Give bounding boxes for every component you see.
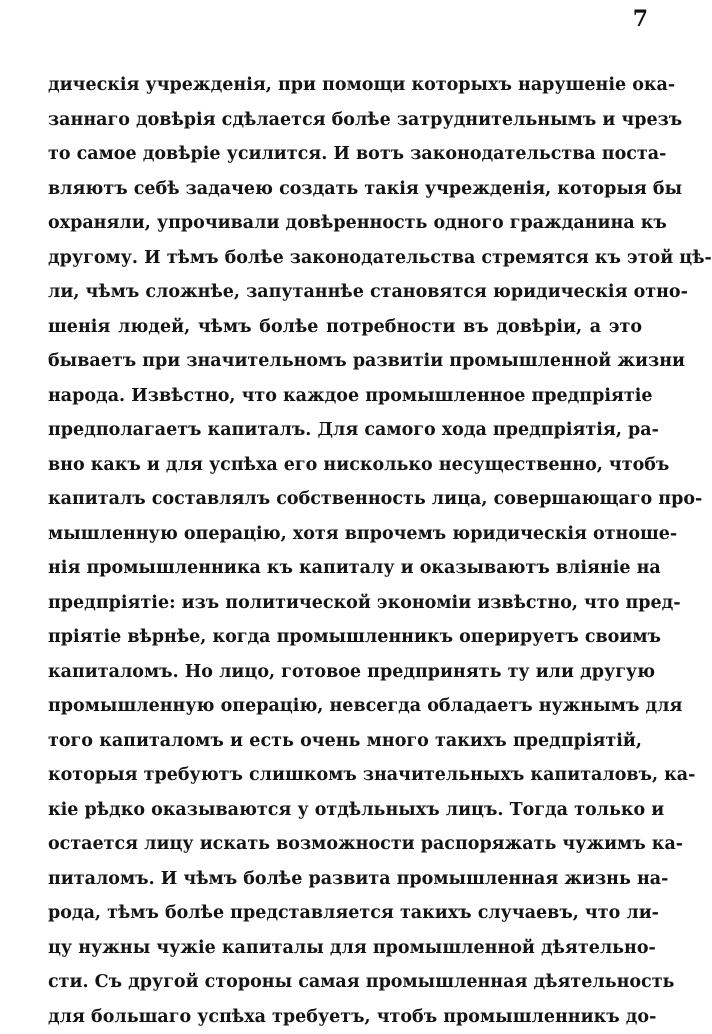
text-line: того капиталомъ и есть очень много такихъ предпріятій, bbox=[48, 724, 642, 759]
text-line: вно какъ и для успѣха его нисколько несущественно, чтобъ bbox=[48, 448, 642, 483]
text-line: цу нужны чужіе капиталы для промышленной дѣятельно- bbox=[48, 931, 642, 966]
text-line: предпріятіе: изъ политической экономіи извѣстно, что пред- bbox=[48, 586, 642, 621]
text-line: капиталъ составлялъ собственность лица, совершающаго про- bbox=[48, 482, 642, 517]
text-line: сти. Съ другой стороны самая промышленная дѣятельность bbox=[48, 965, 642, 1000]
text-line: рода, тѣмъ болѣе представляется такихъ случаевъ, что ли- bbox=[48, 896, 642, 931]
text-line: остается лицу искать возможности распоряжать чужимъ ка- bbox=[48, 827, 642, 862]
page-number: 7 bbox=[633, 6, 648, 32]
text-line: охраняли, упрочивали довѣренность одного гражданина къ bbox=[48, 206, 642, 241]
text-line: пріятіе вѣрнѣе, когда промышленникъ оперируетъ своимъ bbox=[48, 620, 642, 655]
text-line: мышленную операцію, хотя впрочемъ юридическія отноше- bbox=[48, 517, 642, 552]
text-line: бываетъ при значительномъ развитіи промышленной жизни bbox=[48, 344, 642, 379]
text-line: заннаго довѣрія сдѣлается болѣе затруднительнымъ и чрезъ bbox=[48, 103, 642, 138]
text-line: вляютъ себѣ задачею создать такія учрежденія, которыя бы bbox=[48, 172, 642, 207]
text-line: народа. Извѣстно, что каждое промышленное предпріятіе bbox=[48, 379, 642, 414]
text-line: другому. И тѣмъ болѣе законодательства стремятся къ этой цѣ- bbox=[48, 241, 642, 276]
text-line: дическія учрежденія, при помощи которыхъ нарушеніе ока- bbox=[48, 68, 642, 103]
text-line: для большаго успѣха требуетъ, чтобъ промышленникъ до- bbox=[48, 1000, 642, 1034]
text-line: шенія людей, чѣмъ болѣе потребности въ довѣріи, а это bbox=[48, 310, 642, 345]
text-line: предполагаетъ капиталъ. Для самого хода предпріятія, ра- bbox=[48, 413, 642, 448]
text-line: питаломъ. И чѣмъ болѣе развита промышленная жизнь на- bbox=[48, 862, 642, 897]
text-line: ли, чѣмъ сложнѣе, запутаннѣе становятся юридическія отно- bbox=[48, 275, 642, 310]
text-line: то самое довѣріе усилится. И вотъ законодательства поста- bbox=[48, 137, 642, 172]
text-line: кіе рѣдко оказываются у отдѣльныхъ лицъ. Тогда только и bbox=[48, 793, 642, 828]
text-line: капиталомъ. Но лицо, готовое предпринять ту или другую bbox=[48, 655, 642, 690]
body-text bbox=[48, 68, 642, 1034]
text-line: которыя требуютъ слишкомъ значительныхъ капиталовъ, ка- bbox=[48, 758, 642, 793]
text-line: промышленную операцію, невсегда обладаетъ нужнымъ для bbox=[48, 689, 642, 724]
text-line: нія промышленника къ капиталу и оказываютъ вліяніе на bbox=[48, 551, 642, 586]
